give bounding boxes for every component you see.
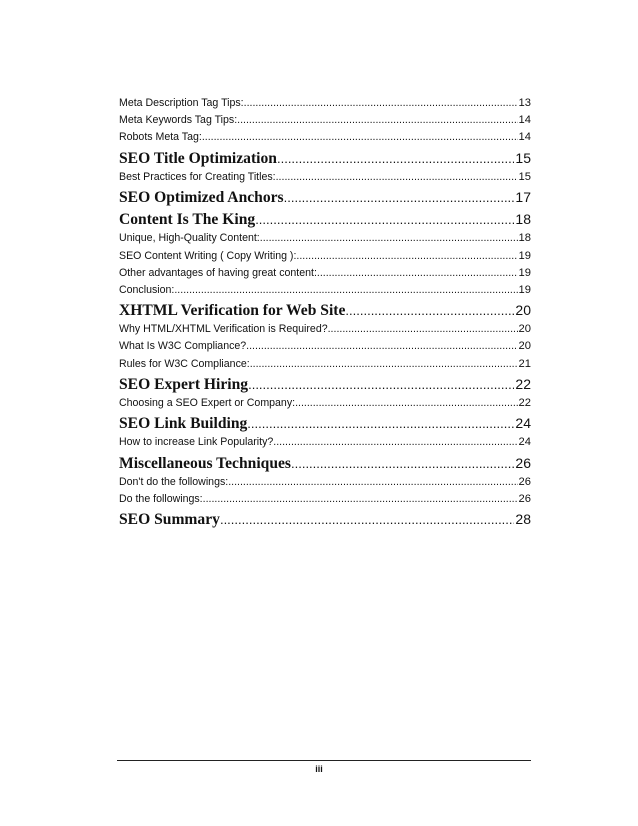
toc-chapter-entry[interactable] xyxy=(119,373,531,395)
toc-entry-page[interactable]: 22 xyxy=(515,375,531,392)
toc-entry-page[interactable]: 24 xyxy=(515,415,531,432)
toc-section-entry[interactable] xyxy=(119,265,531,282)
toc-entry-title[interactable]: Meta Keywords Tag Tips: xyxy=(119,114,238,127)
toc-chapter-entry[interactable] xyxy=(119,186,531,208)
toc-entry-page[interactable]: 20 xyxy=(518,323,531,336)
toc-entry-title[interactable]: SEO Title Optimization xyxy=(119,149,277,167)
toc-entry-title[interactable]: Rules for W3C Compliance: xyxy=(119,357,250,370)
toc-dot-leader xyxy=(248,374,514,396)
toc-chapter-entry[interactable] xyxy=(119,208,531,230)
toc-dot-leader xyxy=(237,112,517,129)
toc-dot-leader xyxy=(220,509,514,531)
toc-entry-page[interactable]: 21 xyxy=(518,357,531,370)
toc-entry-page[interactable]: 18 xyxy=(515,211,531,228)
toc-dot-leader xyxy=(284,187,515,209)
toc-section-entry[interactable] xyxy=(119,248,531,265)
toc-entry-title[interactable]: SEO Link Building xyxy=(119,415,248,433)
toc-section-entry[interactable] xyxy=(119,356,531,373)
toc-entry-page[interactable]: 19 xyxy=(518,283,531,296)
toc-section-entry[interactable] xyxy=(119,230,531,247)
toc-dot-leader xyxy=(317,265,518,282)
toc-entry-page[interactable]: 20 xyxy=(518,340,531,353)
toc-dot-leader xyxy=(273,434,517,451)
toc-entry-page[interactable]: 20 xyxy=(515,302,531,319)
toc-dot-leader xyxy=(246,338,517,355)
toc-entry-title[interactable]: SEO Optimized Anchors xyxy=(119,188,284,206)
toc-entry-title[interactable]: How to increase Link Popularity? xyxy=(119,436,274,449)
toc-entry-title[interactable]: Miscellaneous Techniques xyxy=(119,454,291,472)
toc-section-entry[interactable] xyxy=(119,282,531,299)
toc-dot-leader xyxy=(345,300,514,322)
toc-entry-page[interactable]: 15 xyxy=(518,170,531,183)
toc-entry-title[interactable]: SEO Content Writing ( Copy Writing ): xyxy=(119,249,297,262)
toc-entry-title[interactable]: Choosing a SEO Expert or Company: xyxy=(119,397,296,409)
toc-entry-title[interactable]: Meta Description Tag Tips: xyxy=(119,97,244,109)
toc-dot-leader xyxy=(260,230,518,247)
toc-section-entry[interactable] xyxy=(119,95,531,112)
toc-dot-leader xyxy=(291,453,514,475)
toc-entry-title[interactable]: Unique, High-Quality Content: xyxy=(119,232,260,245)
toc-dot-leader xyxy=(255,209,514,231)
toc-section-entry[interactable] xyxy=(119,491,531,508)
toc-entry-title[interactable]: SEO Expert Hiring xyxy=(119,375,249,393)
toc-section-entry[interactable] xyxy=(119,169,531,186)
toc-entry-page[interactable]: 14 xyxy=(518,131,531,144)
toc-dot-leader xyxy=(277,148,514,170)
toc-dot-leader xyxy=(203,491,518,508)
toc-section-entry[interactable] xyxy=(119,112,531,129)
toc-chapter-entry[interactable] xyxy=(119,452,531,474)
toc-entry-page[interactable]: 28 xyxy=(515,511,531,528)
toc-chapter-entry[interactable] xyxy=(119,412,531,434)
toc-entry-page[interactable]: 14 xyxy=(518,114,531,127)
toc-entry-page[interactable]: 15 xyxy=(515,149,531,166)
footer-rule xyxy=(117,760,531,761)
toc-entry-title[interactable]: XHTML Verification for Web Site xyxy=(119,302,346,320)
toc-entry-title[interactable]: Best Practices for Creating Titles: xyxy=(119,170,276,183)
toc-chapter-entry[interactable] xyxy=(119,508,531,530)
toc-entry-page[interactable]: 18 xyxy=(518,232,531,245)
toc-section-entry[interactable] xyxy=(119,434,531,451)
toc-dot-leader xyxy=(328,321,518,338)
toc-entry-title[interactable]: Conclusion: xyxy=(119,283,175,296)
toc-dot-leader xyxy=(250,356,518,373)
toc-chapter-entry[interactable] xyxy=(119,147,531,169)
toc-dot-leader xyxy=(276,169,518,186)
toc-section-entry[interactable] xyxy=(119,129,531,146)
toc-dot-leader xyxy=(247,413,514,435)
toc-entry-title[interactable]: What Is W3C Compliance? xyxy=(119,340,247,353)
toc-entry-title[interactable]: Don't do the followings: xyxy=(119,475,229,488)
toc-entry-page[interactable]: 24 xyxy=(518,436,531,449)
toc-dot-leader xyxy=(228,474,517,491)
toc-entry-page[interactable]: 26 xyxy=(518,492,531,505)
page-number: iii xyxy=(315,764,323,774)
toc-entry-page[interactable]: 19 xyxy=(518,266,531,279)
toc-section-entry[interactable] xyxy=(119,395,531,412)
toc-entry-title[interactable]: Robots Meta Tag: xyxy=(119,131,202,144)
toc-section-entry[interactable] xyxy=(119,321,531,338)
toc-section-entry[interactable] xyxy=(119,338,531,355)
toc-entry-page[interactable]: 17 xyxy=(515,188,531,205)
toc-entry-title[interactable]: Do the followings: xyxy=(119,492,203,505)
toc-entry-page[interactable]: 22 xyxy=(518,397,531,409)
toc-section-entry[interactable] xyxy=(119,474,531,491)
table-of-contents xyxy=(119,95,531,530)
toc-entry-page[interactable]: 26 xyxy=(518,475,531,488)
toc-chapter-entry[interactable] xyxy=(119,299,531,321)
toc-dot-leader xyxy=(202,129,518,146)
toc-dot-leader xyxy=(295,395,517,412)
toc-dot-leader xyxy=(244,95,518,112)
toc-entry-title[interactable]: Why HTML/XHTML Verification is Required? xyxy=(119,323,328,336)
toc-entry-page[interactable]: 26 xyxy=(515,454,531,471)
toc-entry-title[interactable]: SEO Summary xyxy=(119,511,220,529)
toc-dot-leader xyxy=(296,248,517,265)
toc-entry-title[interactable]: Other advantages of having great content: xyxy=(119,266,317,279)
toc-dot-leader xyxy=(174,282,517,299)
toc-entry-page[interactable]: 13 xyxy=(518,97,531,109)
toc-entry-title[interactable]: Content Is The King xyxy=(119,211,256,229)
toc-entry-page[interactable]: 19 xyxy=(518,249,531,262)
